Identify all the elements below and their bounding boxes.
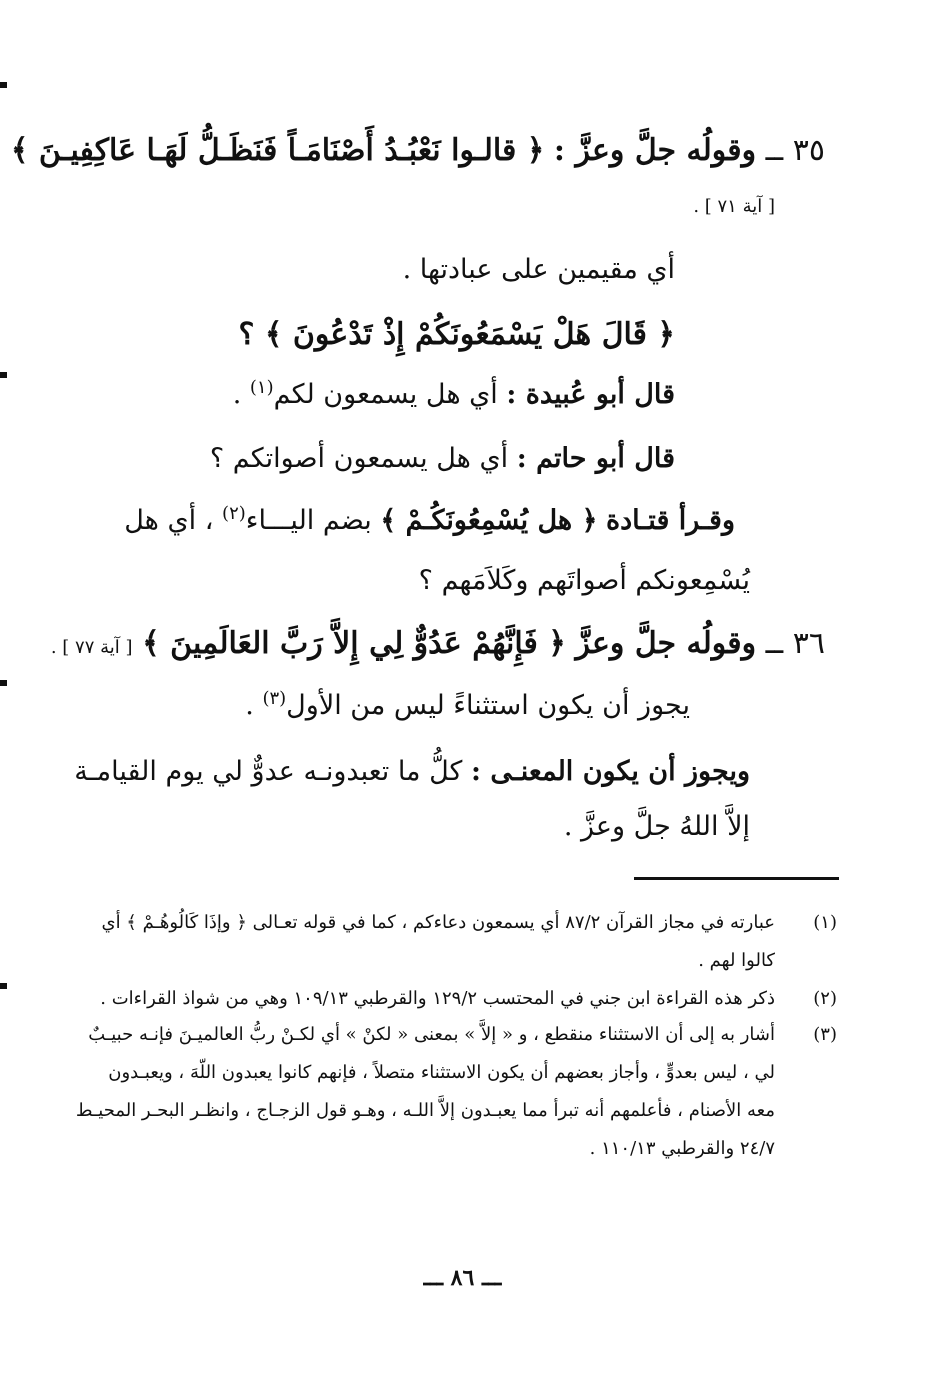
quran-verse: ﴿ قالـوا نَعْبُـدُ أَصْنَامَـاً فَنَظَـلُّ لَهَـا عَاكِفِيـنَ ﴾ xyxy=(10,133,545,168)
explanation-line: إلاَّ اللهُ جلَّ وعزَّ . xyxy=(563,811,750,842)
footnote-text: ذكر هذه القراءة ابن جني في المحتسب ١٢٩/٢ والقرطبي ١٠٩/١٣ وهي من شواذ القراءات . xyxy=(100,988,775,1009)
verse-reference: [ آية ٧١ ] . xyxy=(693,196,775,217)
footnote-separator xyxy=(634,877,839,880)
footnote-marker: (١) xyxy=(249,377,274,398)
quote-text: أي هل يسمعون أصواتكم ؟ xyxy=(209,443,509,474)
footnote-text: لي ، ليس بعدوٍّ ، وأجاز بعضهم أن يكون الاستثناء متصلاً ، فإنهم كانوا يعبدون اللّهَ ، ويعبـدون xyxy=(108,1062,775,1083)
explanation-text: كلُّ ما تعبدونـه عدوٌّ لي يوم القيامـة xyxy=(74,756,463,787)
explanation-line: أي مقيمين على عبادتها . xyxy=(402,254,675,285)
entry-number: ٣٥ ــ xyxy=(765,133,825,168)
quran-verse: ﴿ فَإِنَّهُمْ عَدُوٌّ لِي إِلاَّ رَبَّ العَالَمِينَ ﴾ xyxy=(142,626,566,661)
footnote-text: أشار به إلى أن الاستثناء منقطع ، و « إلاَّ » بمعنى « لكنْ » أي لكـنْ ربُّ العالميـنَ فإنـه حبيـبٌ xyxy=(88,1024,775,1045)
scan-edge-mark xyxy=(0,82,7,88)
footnote-text: معه الأصنام ، فأعلمهم أنه تبرأ مما يعبـدون إلاَّ اللـه ، وهـو قول الزجـاج ، وانظـر البحـر المحيـط xyxy=(75,1100,775,1121)
scan-edge-mark xyxy=(0,680,7,686)
explanation-text: بضم اليـــاء xyxy=(245,505,372,536)
quote-text: أي هل يسمعون لكم xyxy=(273,379,498,410)
quran-verse: ﴿ قَالَ هَلْ يَسْمَعُونَكُمْ إِذْ تَدْعُونَ ﴾ ؟ xyxy=(238,317,675,352)
scholar-name: قال أبو حاتم : xyxy=(516,443,675,474)
quote-abu-hatim xyxy=(115,442,675,476)
entry-lead: وقولُه جلَّ وعزَّ xyxy=(575,626,757,661)
explanation-line xyxy=(110,688,690,723)
reading-qatada xyxy=(75,503,735,538)
entry-35-heading xyxy=(10,132,825,170)
quran-verse: ﴿ هل يُسْمِعُونَكُـمْ ﴾ xyxy=(380,505,598,536)
footnote-number: (١) xyxy=(813,912,837,933)
page-number: ـــ ٨٦ ـــ xyxy=(423,1265,502,1291)
footnote-text: كالوا لهم . xyxy=(698,950,775,971)
explanation-line: يُسْمِعونكم أصواتَهم وكَلاَمَهم ؟ xyxy=(418,565,750,596)
footnote-text: عبارته في مجاز القرآن ٨٧/٢ أي يسمعون دعاءكم ، كما في قوله تعـالى ﴿ وإذَا كَالُوهُـمْ ﴾ أي xyxy=(101,912,775,933)
quote-abu-ubayda xyxy=(115,377,675,412)
scholar-name: قال أبو عُبيدة : xyxy=(506,379,675,410)
lead-phrase: ويجوز أن يكون المعنـى : xyxy=(471,756,750,787)
entry-lead: وقولُه جلَّ وعزَّ : xyxy=(553,133,757,168)
explanation-text: يجوز أن يكون استثناءً ليس من الأول xyxy=(286,690,690,721)
scholar-name: وقـرأ قتـادة xyxy=(605,505,735,536)
scan-edge-mark xyxy=(0,372,7,378)
quran-verse-line xyxy=(115,316,675,354)
footnote-marker: (٢) xyxy=(222,503,246,524)
verse-reference: [ آية ٧٧ ] . xyxy=(50,637,133,658)
footnote-marker: (٣) xyxy=(262,688,287,709)
punctuation: . xyxy=(232,379,250,410)
entry-36-heading xyxy=(50,625,825,663)
explanation-line xyxy=(74,755,750,789)
punctuation: . xyxy=(245,690,263,721)
scan-edge-mark xyxy=(0,983,7,989)
footnote-text: ٢٤/٧ والقرطبي ١١٠/١٣ . xyxy=(589,1138,775,1159)
footnote-number: (٢) xyxy=(813,988,837,1009)
explanation-text: ، أي هل xyxy=(124,505,214,536)
footnote-number: (٣) xyxy=(813,1024,837,1045)
entry-number: ٣٦ ــ xyxy=(765,626,825,661)
